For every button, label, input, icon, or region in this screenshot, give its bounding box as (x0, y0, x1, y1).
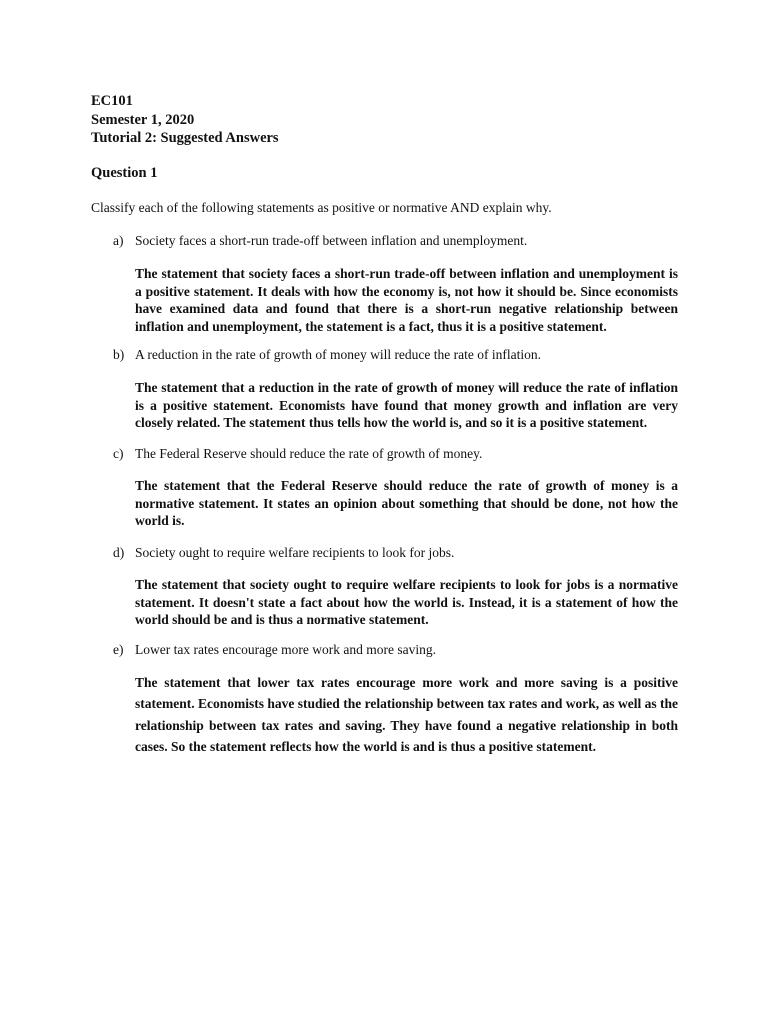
item-label-b: b) (113, 347, 125, 362)
item-statement-e: Lower tax rates encourage more work and more saving. (135, 642, 437, 657)
item-label-e: e) (113, 642, 124, 657)
answer-d: The statement that society ought to require welfare recipients to look for jobs is a normative statement. It doesn't state a fact about how the world is. Instead, it is a statement of how the world should be and is thus a normative statement. (135, 577, 678, 627)
document-header (91, 92, 279, 148)
item-statement-b: A reduction in the rate of growth of money will reduce the rate of inflation. (135, 347, 541, 362)
course-code: EC101 (91, 93, 133, 109)
item-statement-c: The Federal Reserve should reduce the rate of growth of money. (135, 446, 483, 461)
answer-b: The statement that a reduction in the rate of growth of money will reduce the rate of inflation is a positive statement. Economists have found that money growth and inflation are very closely related. The statement thus tells how the world is, and so it is a positive statement. (135, 380, 678, 430)
item-label-c: c) (113, 446, 124, 461)
question-instruction: Classify each of the following statements as positive or normative AND explain why. (91, 200, 552, 215)
tutorial-title: Tutorial 2: Suggested Answers (91, 130, 279, 146)
question-title: Question 1 (91, 165, 158, 181)
answer-c: The statement that the Federal Reserve should reduce the rate of growth of money is a normative statement. It states an opinion about something that should be done, not how the world is. (135, 478, 678, 528)
item-label-d: d) (113, 545, 125, 560)
item-label-a: a) (113, 233, 124, 248)
semester-line: Semester 1, 2020 (91, 111, 195, 128)
answer-a: The statement that society faces a short-run trade-off between inflation and unemployment is a positive statement. It deals with how the economy is, not how it should be. Since economists have examined data and found that there is a short-run negative relationship between inflation and unemployment, the statement is a fact, thus it is a positive statement. (135, 266, 678, 334)
answer-e: The statement that lower tax rates encourage more work and more saving is a positive statement. Economists have studied the relationship between tax rates and work, as well as the relationship between tax rates and saving. They have found a negative relationship in both cases. So the statement reflects how the world is and is thus a positive statement. (135, 675, 678, 754)
item-statement-a: Society faces a short-run trade-off between inflation and unemployment. (135, 233, 528, 248)
item-statement-d: Society ought to require welfare recipients to look for jobs. (135, 545, 455, 560)
